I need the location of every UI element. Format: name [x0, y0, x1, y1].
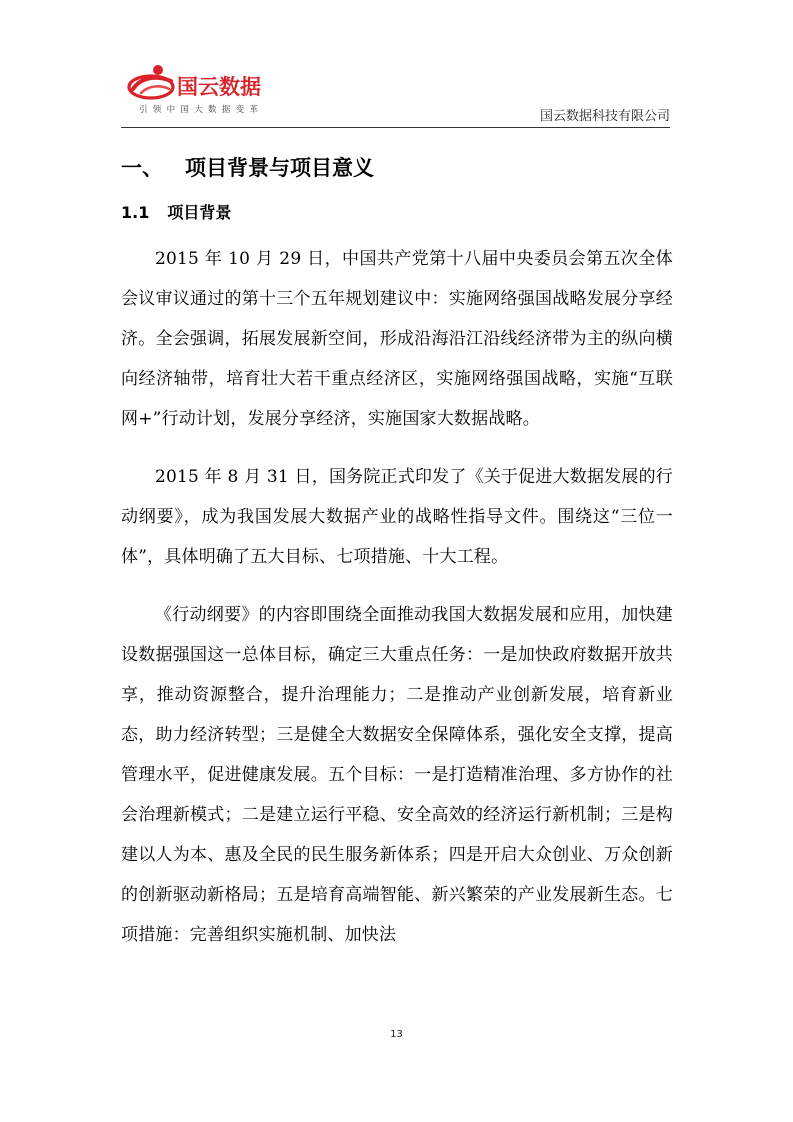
logo-slogan: 引领中国大数据变革 — [139, 105, 264, 115]
subsection-title: 项目背景 — [167, 203, 232, 222]
paragraph: 《行动纲要》的内容即围绕全面推动我国大数据发展和应用，加快建设数据强国这一总体目标，确定三大重点任务：一是加快政府数据开放共享，推动资源整合，提升治理能力；二是推动产业创新发展，培育新业态，助力经济转型；三是健全大数据安全保障体系，强化安全支撑，提高管理水平，促进健康发展。五个目标：一是打造精准治理、多方协作的社会治理新模式；二是建立运行平稳、安全高效的经济运行新机制；三是构建以人为本、惠及全民的民生服务新体系；四是开启大众创业、万众创新的创新驱动新格局；五是培育高端智能、新兴繁荣的产业发展新生态。七项措施：完善组织实施机制、加快法 — [121, 605, 673, 945]
logo-text: 国云数据 — [177, 75, 261, 99]
section-number: 一、 — [121, 156, 163, 180]
paragraph: 2015 年 8 月 31 日，国务院正式印发了《关于促进大数据发展的行动纲要》，成为我国发展大数据产业的战略性指导文件。围绕这“三位一体”，具体明确了五大目标、七项措施、十大工程。 — [121, 467, 673, 567]
subsection-heading — [121, 191, 673, 235]
section-heading — [121, 145, 673, 191]
paragraph: 2015 年 10 月 29 日，中国共产党第十八届中央委员会第五次全体会议审议通过的第十三个五年规划建议中：实施网络强国战略发展分享经济。全会强调，拓展发展新空间，形成沿海沿江沿线经济带为主的纵向横向经济轴带，培育壮大若干重点经济区，实施网络强国战略，实施“互联网+”行动计划，发展分享经济，实施国家大数据战略。 — [121, 249, 673, 429]
document-body — [121, 145, 673, 973]
section-title: 项目背景与项目意义 — [185, 156, 374, 180]
page-header — [121, 55, 670, 128]
page-number: 13 — [390, 1029, 403, 1040]
company-name: 国云数据科技有限公司 — [539, 109, 670, 124]
header-divider — [121, 127, 670, 128]
cloud-logo-icon — [127, 63, 179, 103]
company-logo — [127, 63, 297, 115]
subsection-number: 1.1 — [121, 203, 150, 222]
